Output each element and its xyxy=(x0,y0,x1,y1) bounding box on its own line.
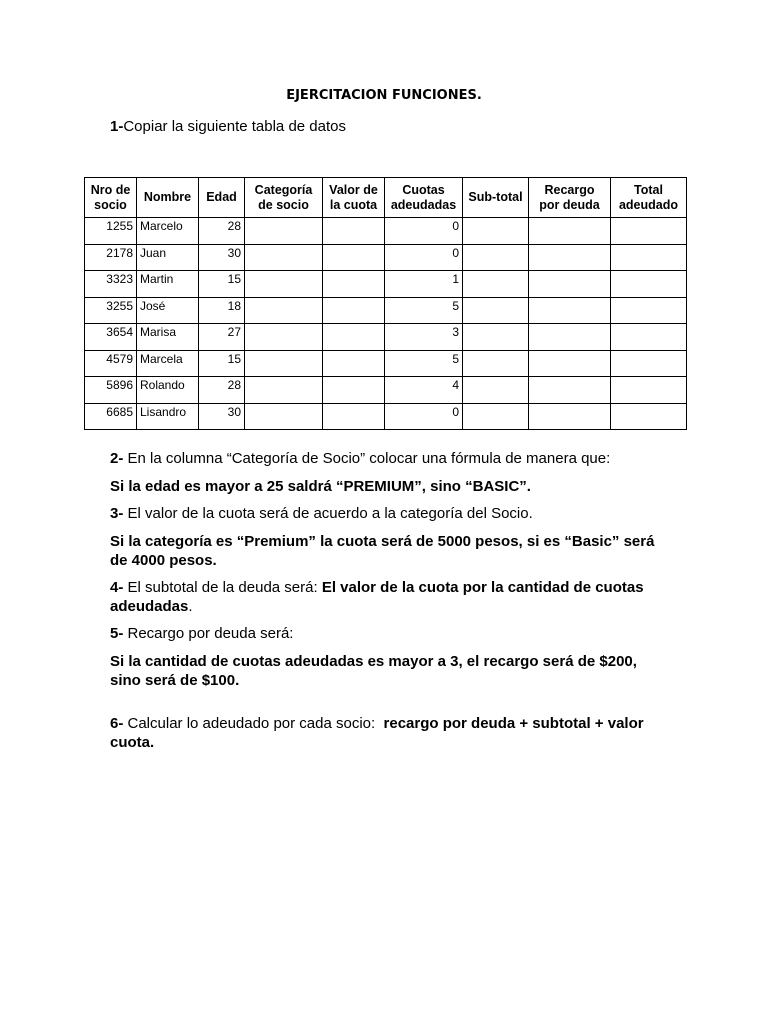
cell-categoria xyxy=(245,403,323,430)
cell-nro: 2178 xyxy=(85,244,137,271)
cell-nombre: Marcela xyxy=(137,350,199,377)
cell-cuotas: 3 xyxy=(385,324,463,351)
step-text: Recargo por deuda será: xyxy=(123,625,294,642)
step-5-rule: Si la cantidad de cuotas adeudadas es mayor a 3, el recargo será de $200, sino será de $100. xyxy=(110,653,637,689)
cell-edad: 28 xyxy=(199,377,245,404)
cell-subtotal xyxy=(463,271,529,298)
cell-recargo xyxy=(529,403,611,430)
cell-categoria xyxy=(245,271,323,298)
cell-valor-cuota xyxy=(323,324,385,351)
cell-nro: 6685 xyxy=(85,403,137,430)
cell-recargo xyxy=(529,297,611,324)
cell-edad: 27 xyxy=(199,324,245,351)
step-text: Calcular lo adeudado por cada socio: xyxy=(123,715,384,732)
data-table xyxy=(84,177,687,430)
step-text: El subtotal de la deuda será: xyxy=(123,579,322,596)
cell-valor-cuota xyxy=(323,271,385,298)
col-header-recargo: Recargo por deuda xyxy=(529,178,611,218)
cell-subtotal xyxy=(463,218,529,245)
cell-nro: 1255 xyxy=(85,218,137,245)
cell-valor-cuota xyxy=(323,350,385,377)
step-bold-text: recargo por deuda + subtotal + valor cuota. xyxy=(110,715,644,751)
cell-total xyxy=(611,218,687,245)
cell-subtotal xyxy=(463,377,529,404)
cell-categoria xyxy=(245,377,323,404)
cell-nombre: Lisandro xyxy=(137,403,199,430)
cell-nombre: Marisa xyxy=(137,324,199,351)
cell-cuotas: 0 xyxy=(385,403,463,430)
cell-subtotal xyxy=(463,403,529,430)
cell-recargo xyxy=(529,244,611,271)
cell-nombre: Rolando xyxy=(137,377,199,404)
table-row xyxy=(85,218,687,245)
cell-subtotal xyxy=(463,350,529,377)
col-header-valor-cuota: Valor de la cuota xyxy=(323,178,385,218)
cell-total xyxy=(611,244,687,271)
col-header-nro-socio: Nro de socio xyxy=(85,178,137,218)
cell-total xyxy=(611,350,687,377)
cell-nro: 3323 xyxy=(85,271,137,298)
step-number: 4- xyxy=(110,579,124,596)
cell-nro: 5896 xyxy=(85,377,137,404)
cell-nro: 4579 xyxy=(85,350,137,377)
cell-edad: 18 xyxy=(199,297,245,324)
cell-categoria xyxy=(245,350,323,377)
cell-recargo xyxy=(529,350,611,377)
step-text: Copiar la siguiente tabla de datos xyxy=(123,118,346,135)
col-header-nombre: Nombre xyxy=(137,178,199,218)
cell-valor-cuota xyxy=(323,297,385,324)
step-number: 1- xyxy=(110,118,124,135)
cell-cuotas: 5 xyxy=(385,297,463,324)
cell-cuotas: 0 xyxy=(385,218,463,245)
cell-cuotas: 1 xyxy=(385,271,463,298)
step-3 xyxy=(110,504,670,523)
table-row xyxy=(85,297,687,324)
col-header-categoria: Categoría de socio xyxy=(245,178,323,218)
step-6 xyxy=(110,714,670,752)
cell-nro: 3255 xyxy=(85,297,137,324)
cell-valor-cuota xyxy=(323,244,385,271)
col-header-edad: Edad xyxy=(199,178,245,218)
cell-subtotal xyxy=(463,244,529,271)
cell-categoria xyxy=(245,297,323,324)
table-row xyxy=(85,377,687,404)
table-row xyxy=(85,350,687,377)
step-bold-text: El valor de la cuota por la cantidad de cuotas adeudadas xyxy=(110,579,644,615)
cell-categoria xyxy=(245,324,323,351)
cell-categoria xyxy=(245,244,323,271)
cell-categoria xyxy=(245,218,323,245)
cell-nombre: Martin xyxy=(137,271,199,298)
col-header-subtotal: Sub-total xyxy=(463,178,529,218)
cell-valor-cuota xyxy=(323,377,385,404)
step-number: 2- xyxy=(110,450,124,467)
col-header-cuotas-adeudadas: Cuotas adeudadas xyxy=(385,178,463,218)
cell-edad: 15 xyxy=(199,271,245,298)
step-3-rule: Si la categoría es “Premium” la cuota será de 5000 pesos, si es “Basic” será de 4000 pesos. xyxy=(110,533,655,569)
cell-edad: 28 xyxy=(199,218,245,245)
cell-nro: 3654 xyxy=(85,324,137,351)
step-4 xyxy=(110,578,670,616)
cell-valor-cuota xyxy=(323,403,385,430)
cell-nombre: Marcelo xyxy=(137,218,199,245)
step-text: El valor de la cuota será de acuerdo a la categoría del Socio. xyxy=(123,505,533,522)
cell-total xyxy=(611,377,687,404)
table-row xyxy=(85,324,687,351)
cell-total xyxy=(611,403,687,430)
cell-valor-cuota xyxy=(323,218,385,245)
step-5 xyxy=(110,624,670,643)
cell-edad: 15 xyxy=(199,350,245,377)
cell-cuotas: 4 xyxy=(385,377,463,404)
table-row xyxy=(85,403,687,430)
cell-nombre: Juan xyxy=(137,244,199,271)
cell-subtotal xyxy=(463,297,529,324)
cell-cuotas: 0 xyxy=(385,244,463,271)
table-row xyxy=(85,244,687,271)
col-header-total: Total adeudado xyxy=(611,178,687,218)
cell-total xyxy=(611,271,687,298)
cell-edad: 30 xyxy=(199,244,245,271)
cell-recargo xyxy=(529,218,611,245)
cell-nombre: José xyxy=(137,297,199,324)
step-number: 6- xyxy=(110,715,124,732)
step-2 xyxy=(110,449,670,468)
cell-subtotal xyxy=(463,324,529,351)
step-text: En la columna “Categoría de Socio” colocar una fórmula de manera que: xyxy=(123,450,611,467)
step-end: . xyxy=(188,598,193,615)
cell-recargo xyxy=(529,324,611,351)
step-1 xyxy=(110,118,346,135)
step-2-rule: Si la edad es mayor a 25 saldrá “PREMIUM”, sino “BASIC”. xyxy=(110,478,531,495)
cell-total xyxy=(611,297,687,324)
cell-total xyxy=(611,324,687,351)
cell-cuotas: 5 xyxy=(385,350,463,377)
table-header-row xyxy=(85,178,687,218)
page-title: EJERCITACION FUNCIONES. xyxy=(286,88,482,103)
cell-recargo xyxy=(529,271,611,298)
table-row xyxy=(85,271,687,298)
cell-recargo xyxy=(529,377,611,404)
step-number: 3- xyxy=(110,505,124,522)
step-number: 5- xyxy=(110,625,124,642)
cell-edad: 30 xyxy=(199,403,245,430)
